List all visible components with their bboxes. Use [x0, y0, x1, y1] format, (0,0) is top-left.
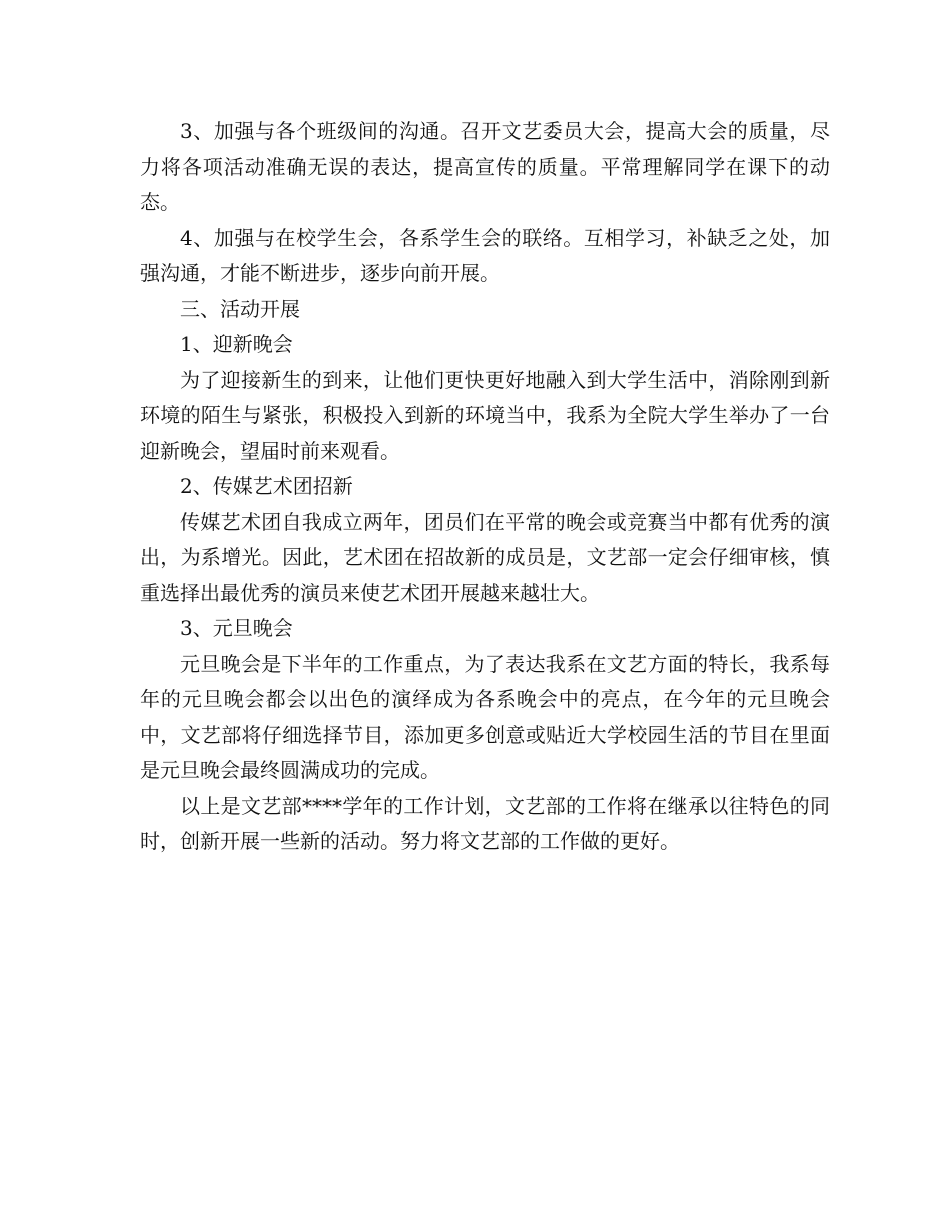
subheading-welcome-party: 1、迎新晚会 — [180, 332, 293, 356]
subheading-art-troupe-recruitment: 2、传媒艺术团招新 — [180, 474, 353, 498]
paragraph-communication-classes: 3、加强与各个班级间的沟通。召开文艺委员大会，提高大会的质量，尽力将各项活动准确无误的表达，提高宣传的质量。平常理解同学在课下的动态。 — [140, 119, 830, 214]
paragraph-student-union-liaison: 4、加强与在校学生会，各系学生会的联络。互相学习，补缺乏之处，加强沟通，才能不断进步，逐步向前开展。 — [140, 225, 830, 285]
document-body — [140, 114, 830, 860]
section-heading-activities: 三、活动开展 — [180, 296, 300, 321]
paragraph-conclusion: 以上是文艺部****学年的工作计划，文艺部的工作将在继承以往特色的同时，创新开展一些新的活动。努力将文艺部的工作做的更好。 — [140, 793, 830, 853]
paragraph-welcome-party: 为了迎接新生的到来，让他们更快更好地融入到大学生活中，消除刚到新环境的陌生与紧张，积极投入到新的环境当中，我系为全院大学生举办了一台迎新晚会，望届时前来观看。 — [140, 367, 830, 463]
paragraph-art-troupe-recruitment: 传媒艺术团自我成立两年，团员们在平常的晚会或竞赛当中都有优秀的演出，为系增光。因此，艺术团在招故新的成员是，文艺部一定会仔细审核，慎重选择出最优秀的演员来使艺术团开展越来越壮大。 — [140, 509, 830, 605]
paragraph-new-year-gala: 元旦晚会是下半年的工作重点，为了表达我系在文艺方面的特长，我系每年的元旦晚会都会以出色的演绎成为各系晚会中的亮点，在今年的元旦晚会中，文艺部将仔细选择节目，添加更多创意或贴近大学校园生活的节目在里面是元旦晚会最终圆满成功的完成。 — [140, 651, 830, 782]
subheading-new-year-gala: 3、元旦晚会 — [180, 616, 293, 640]
